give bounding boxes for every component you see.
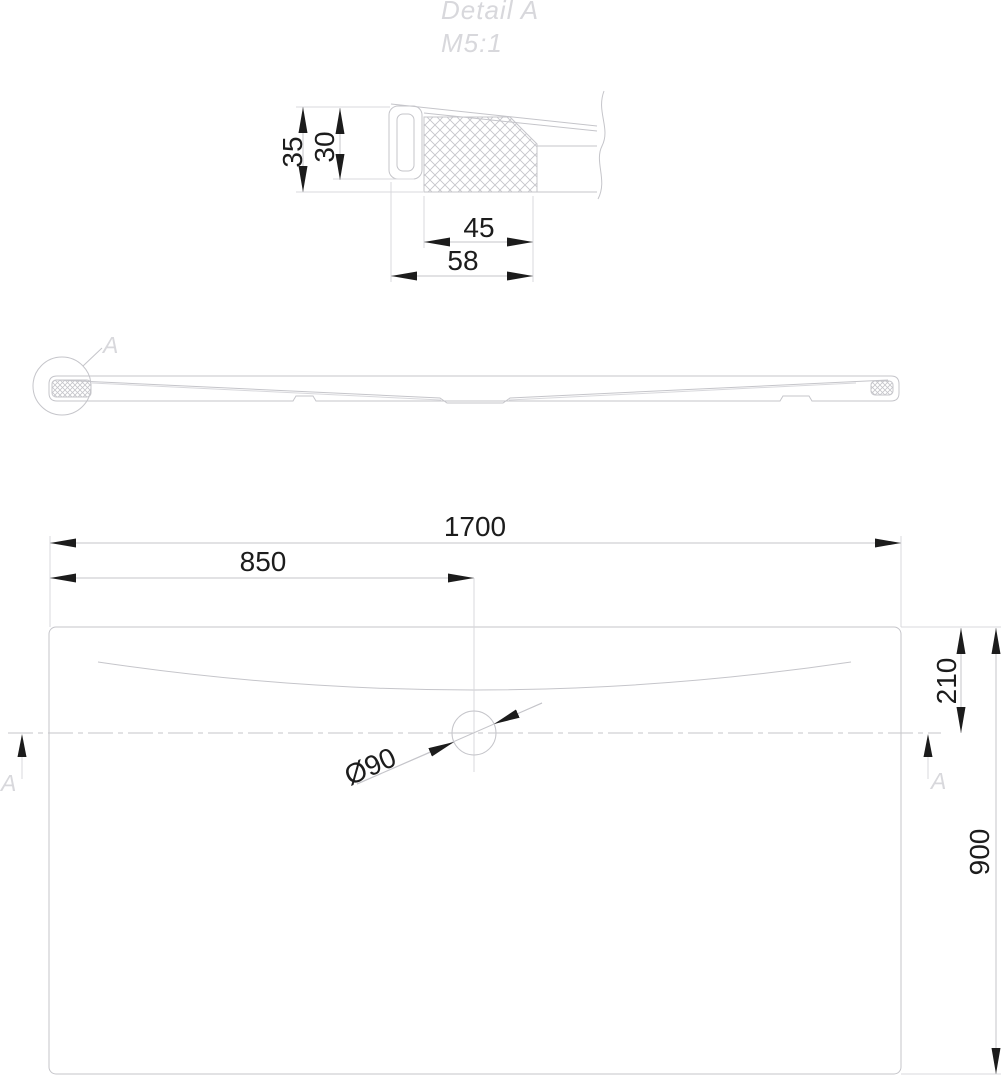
dim-text-drain-offset-x: 850	[239, 546, 287, 577]
detail-callout-leader	[83, 348, 102, 366]
dim-text-width: 900	[964, 828, 995, 876]
foot-section-hatch	[424, 117, 537, 192]
tray-surface-edge-right	[509, 383, 856, 400]
dim-text-length: 1700	[443, 511, 507, 542]
section-label-right: A	[931, 768, 947, 794]
detail-callout-label: A	[103, 332, 119, 358]
break-line	[598, 91, 605, 199]
rim-hook-inner-profile	[397, 114, 414, 171]
dim-text-foot-width: 45	[463, 212, 495, 243]
dim-text-drain-diameter: Ø90	[339, 741, 401, 792]
plan-view	[0, 511, 1001, 1074]
detail-view	[277, 0, 605, 282]
detail-scale: M5:1	[441, 28, 503, 58]
detail-title: Detail A	[441, 0, 540, 25]
tray-side-outline	[49, 376, 899, 401]
tray-plan-outline	[49, 627, 901, 1074]
foot-right-hatch	[871, 381, 893, 395]
tray-top-surface-slope	[58, 380, 888, 403]
dim-text-total-height: 35	[277, 136, 308, 168]
rim-hook-outer-profile	[389, 106, 422, 179]
section-arrow-left	[18, 734, 27, 757]
foot-left-hatch	[52, 380, 91, 397]
side-view	[33, 332, 899, 415]
dim-text-drain-offset-y: 210	[931, 657, 962, 705]
section-label-left: A	[1, 770, 17, 796]
section-marker-right	[924, 734, 947, 794]
section-marker-left	[0, 734, 27, 796]
dim-text-edge-width: 58	[447, 245, 479, 276]
section-arrow-right	[924, 734, 933, 757]
tray-surface-edge-left	[92, 383, 441, 400]
dim-text-edge-height: 30	[309, 131, 340, 163]
drain-dim-arrow-upper	[494, 703, 542, 724]
